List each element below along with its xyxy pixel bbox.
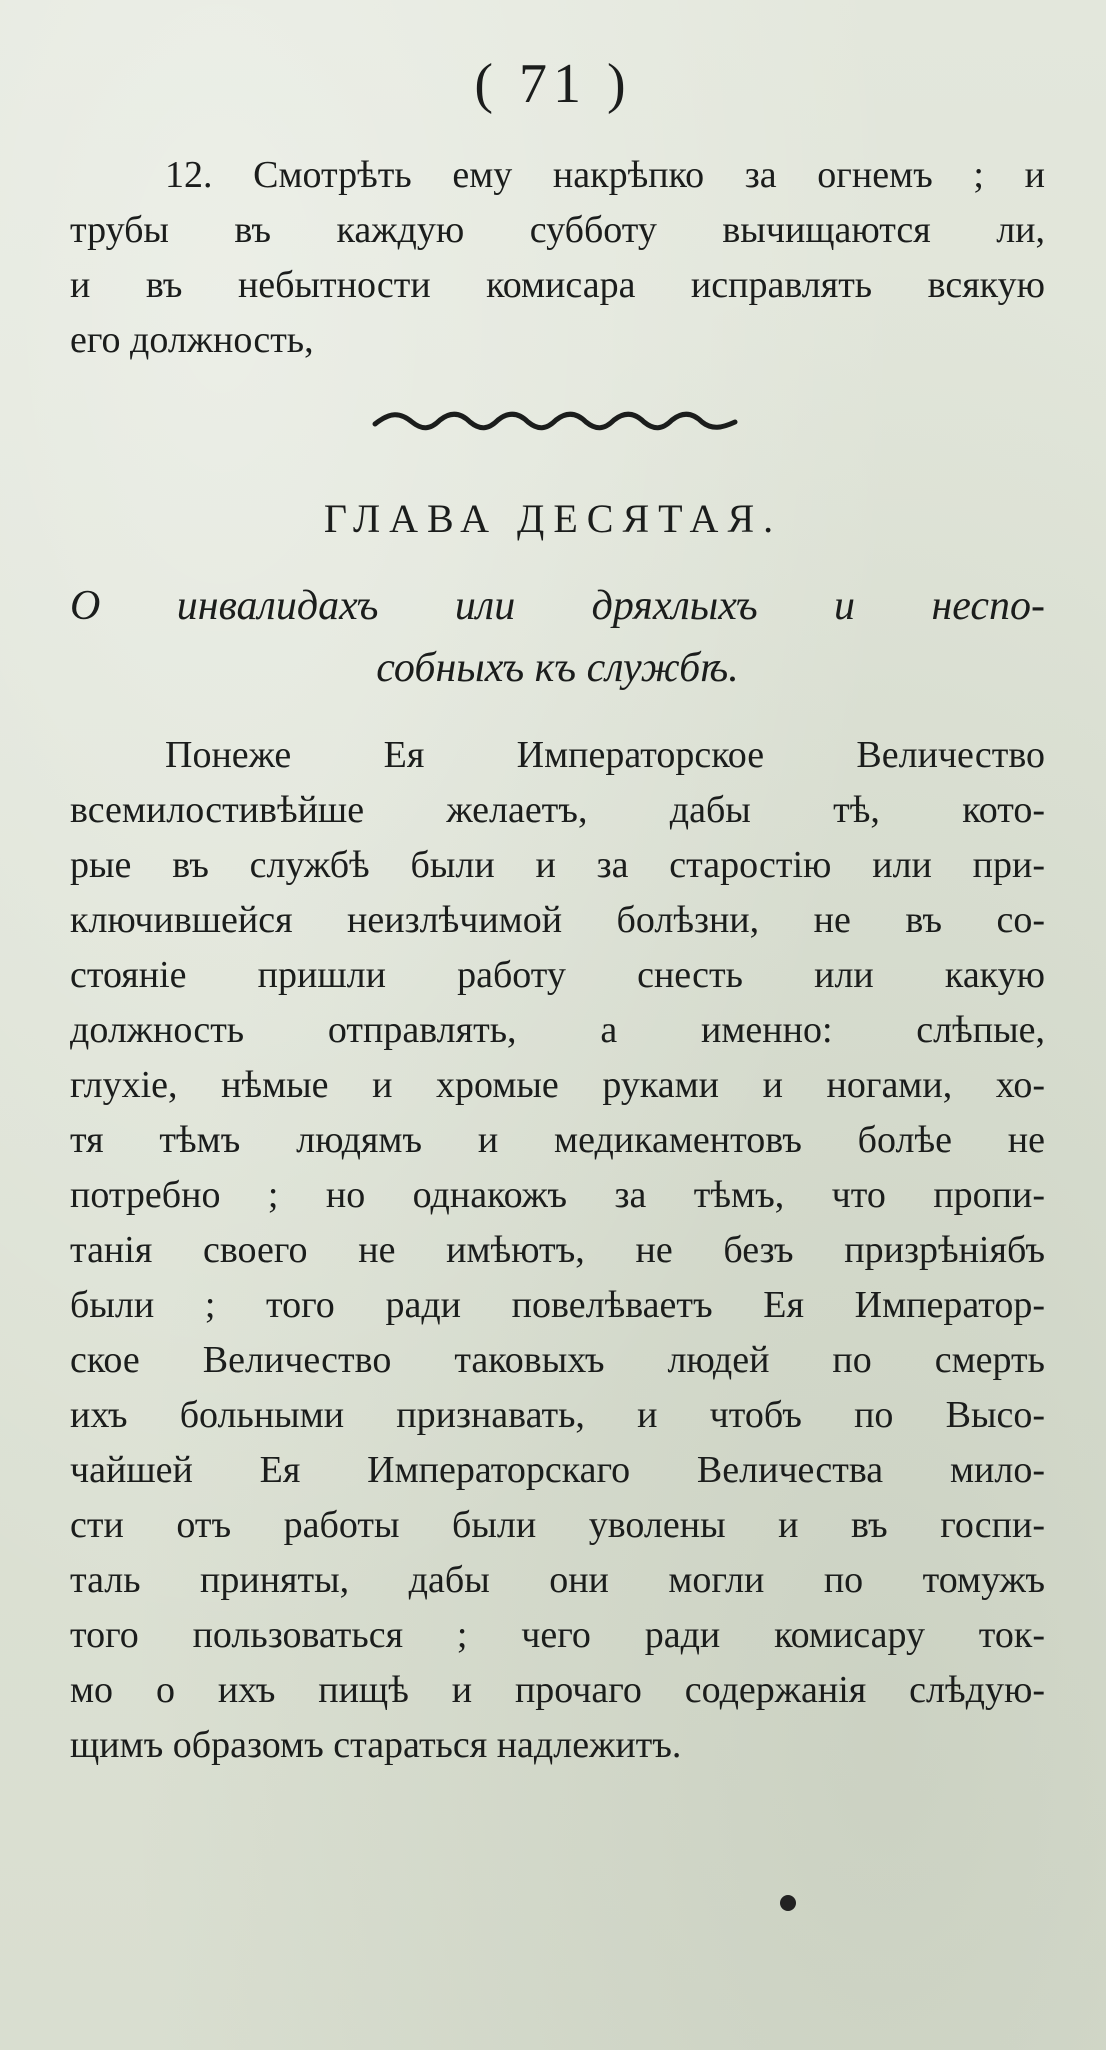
paragraph-line: танія своего не имѣютъ, не безъ призрѣніябъ (70, 1229, 1045, 1271)
paragraph-line: всемилостивѣйше желаетъ, дабы тѣ, кото- (70, 789, 1045, 831)
ornament-divider (370, 408, 740, 438)
paragraph-line: ихъ больными признавать, и чтобъ по Высо- (70, 1394, 1045, 1436)
paragraph-line: того пользоваться ; чего ради комисару ток- (70, 1614, 1045, 1656)
subtitle-line: О инвалидахъ или дряхлыхъ и неспо- (70, 583, 1045, 629)
paragraph-line: мо о ихъ пищѣ и прочаго содержанія слѣдую- (70, 1669, 1045, 1711)
paragraph-line: ключившейся неизлѣчимой болѣзни, не въ со- (70, 899, 1045, 941)
paragraph-line: стояніе пришли работу снесть или какую (70, 954, 1045, 996)
paragraph-line: потребно ; но однакожъ за тѣмъ, что пропи- (70, 1174, 1045, 1216)
page-number: ( 71 ) (474, 53, 632, 115)
paragraph-line: и въ небытности комисара исправлять всякую (70, 264, 1045, 306)
chapter-title: ГЛАВА ДЕСЯТАЯ. (323, 496, 783, 541)
paragraph-line: должность отправлять, а именно: слѣпые, (70, 1009, 1045, 1051)
paragraph-line: щимъ образомъ стараться надлежитъ. (70, 1724, 682, 1766)
paragraph-line: Понеже Ея Императорское Величество (165, 734, 1045, 776)
paragraph-line: его должность, (70, 319, 314, 361)
paragraph-line: сти отъ работы были уволены и въ госпи- (70, 1504, 1045, 1546)
paragraph-line: были ; того ради повелѣваетъ Ея Император- (70, 1284, 1045, 1326)
paragraph-invalids (70, 728, 1045, 1773)
paragraph-line: глухіе, нѣмые и хромые руками и ногами, хо- (70, 1064, 1045, 1106)
chapter-subtitle (70, 575, 1045, 699)
paragraph-line: 12. Смотрѣть ему накрѣпко за огнемъ ; и (165, 154, 1045, 196)
paragraph-article-12 (70, 148, 1045, 368)
paragraph-line: трубы въ каждую субботу вычищаются ли, (70, 209, 1045, 251)
subtitle-line: собныхъ къ службѣ. (376, 645, 739, 691)
paragraph-line: рые въ службѣ были и за старостію или при- (70, 844, 1045, 886)
paragraph-line: таль приняты, дабы они могли по томужъ (70, 1559, 1045, 1601)
paragraph-line: тя тѣмъ людямъ и медикаментовъ болѣе не (70, 1119, 1045, 1161)
ink-dot (780, 1895, 796, 1911)
paragraph-line: чайшей Ея Императорскаго Величества мило- (70, 1449, 1045, 1491)
paragraph-line: ское Величество таковыхъ людей по смерть (70, 1339, 1045, 1381)
